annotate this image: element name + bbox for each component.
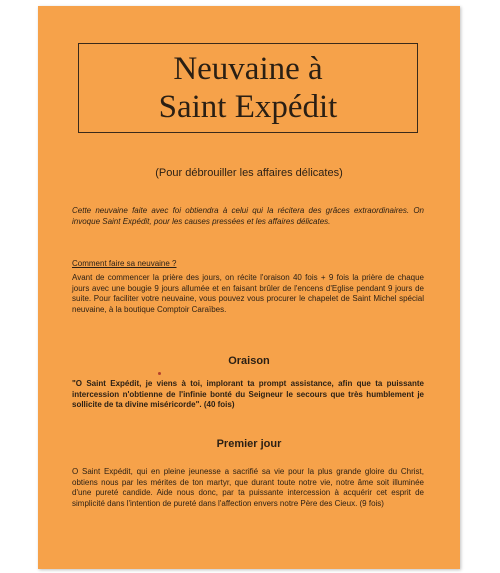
ink-dot (158, 372, 161, 375)
oraison-text: "O Saint Expédit, je viens à toi, implorant ta prompt assistance, afin que ta puissante intercession n'obtienne de l'infinie bonté du Seigneur le secours que très humblement je sollicite de ta divine miséricorde". (40 fois) (72, 379, 424, 409)
title-line-1: Neuvaine à (173, 51, 323, 87)
title-line-2: Saint Expédit (158, 89, 338, 125)
intro-paragraph: Cette neuvaine faite avec foi obtiendra à celui qui la récitera des grâces extraordinaires. On invoque Saint Expédit, pour les causes pressées et les affaires délicates. (72, 206, 424, 226)
how-to-heading: Comment faire sa neuvaine ? (72, 259, 177, 268)
premier-jour-heading: Premier jour (216, 438, 282, 450)
how-to-paragraph: Avant de commencer la prière des jours, on récite l'oraison 40 fois + 9 fois la prière de chaque jours avec une bougie 9 jours allumée et en faisant brûler de l'encens d'Eglise pendant 9 jours de suite. Pour faciliter votre neuvaine, vous pouvez vous procurer le chapelet de Saint Michel spécial neuvaine, à la boutique Comptoir Caraïbes. (72, 273, 424, 314)
premier-jour-text: O Saint Expédit, qui en pleine jeunesse a sacrifié sa vie pour la plus grande gloire du Christ, obtiens nous par les mérites de ton martyr, que durant toute notre vie, notre âme soit illuminée d'une pureté candide. Aide nous donc, par ta puissante intercession à acquérir cet esprit de simplicité dans l'intention de pureté dans l'affection envers notre Père des Cieux. (9 fois) (72, 467, 424, 508)
prayer-leaflet (38, 6, 460, 569)
title-box (78, 43, 418, 133)
subtitle: (Pour débrouiller les affaires délicates) (155, 167, 343, 179)
oraison-heading: Oraison (228, 355, 270, 367)
